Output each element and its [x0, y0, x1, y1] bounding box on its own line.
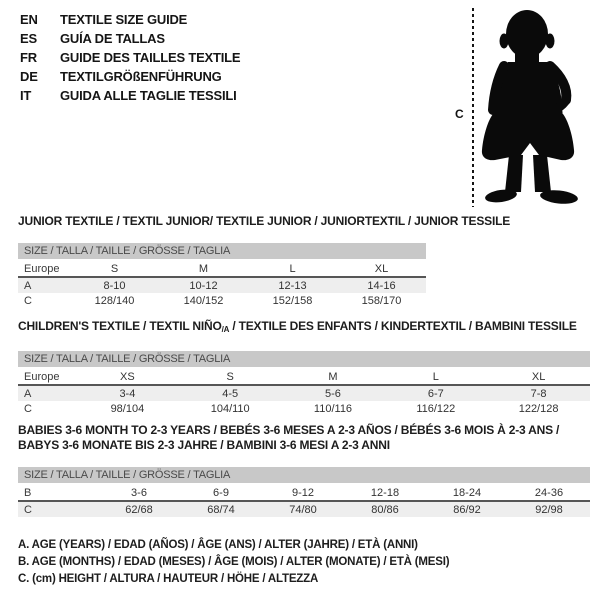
lang-title: TEXTILGRÖßENFÜHRUNG	[60, 69, 222, 84]
table-cell: 12-18	[344, 484, 426, 501]
lang-title: GUÍA DE TALLAS	[60, 31, 165, 46]
lang-row-en	[20, 10, 240, 29]
lang-code: IT	[20, 88, 32, 103]
row-label-cell: B	[18, 484, 98, 501]
row-label-cell: Europe	[18, 368, 76, 385]
table-row	[18, 401, 590, 416]
table-cell: 128/140	[94, 294, 135, 307]
children-size-table	[18, 351, 590, 416]
table-cell: 152/158	[272, 294, 313, 307]
height-measure-label: C	[455, 107, 464, 121]
table-cell: M	[159, 260, 248, 277]
lang-code: ES	[20, 31, 37, 46]
table-row	[18, 368, 590, 385]
lang-code: EN	[20, 12, 38, 27]
table-cell: 6-7	[384, 385, 487, 401]
table-cell: 3-6	[98, 484, 180, 501]
size-table	[18, 243, 426, 308]
row-label-cell: C	[24, 402, 32, 415]
table-cell: 9-12	[262, 484, 344, 501]
table-row	[18, 293, 426, 308]
table-cell: 4-5	[179, 385, 282, 401]
lang-title: TEXTILE SIZE GUIDE	[60, 12, 188, 27]
size-header-row	[18, 467, 590, 484]
size-header-cell: SIZE / TALLA / TAILLE / GRÖSSE / TAGLIA	[18, 467, 590, 484]
table-cell: 74/80	[262, 501, 344, 517]
table-cell: 5-6	[282, 385, 385, 401]
row-label-cell: C	[18, 501, 98, 517]
section-junior-textile	[18, 214, 511, 308]
title-segment: CHILDREN'S TEXTILE / TEXTIL NIÑO	[18, 319, 222, 333]
table-row	[18, 260, 426, 277]
table-cell: XS	[76, 368, 179, 385]
table-cell: 80/86	[344, 501, 426, 517]
title-line-2: BABYS 3-6 MONATE BIS 2-3 JAHRE / BAMBINI 3-6 MESI A 2-3 ANNI	[18, 438, 390, 452]
table-row	[18, 277, 426, 293]
table-cell: S	[179, 368, 282, 385]
table-cell: 86/92	[426, 501, 508, 517]
table-cell: 62/68	[98, 501, 180, 517]
table-cell: M	[282, 368, 385, 385]
table-cell: L	[248, 260, 337, 277]
lang-row-it	[20, 86, 240, 105]
table-cell: L	[384, 368, 487, 385]
table-cell: 68/74	[180, 501, 262, 517]
size-header-cell: SIZE / TALLA / TAILLE / GRÖSSE / TAGLIA	[18, 351, 590, 368]
row-label-cell: Europe	[18, 260, 70, 277]
table-cell: 158/170	[361, 294, 402, 307]
table-cell: 122/128	[518, 402, 559, 415]
row-label-cell: A	[18, 385, 76, 401]
table-cell: 110/116	[313, 402, 353, 415]
legend-notes	[18, 537, 449, 588]
size-header-cell: SIZE / TALLA / TAILLE / GRÖSSE / TAGLIA	[18, 243, 426, 260]
size-table	[18, 467, 590, 517]
section-children-textile	[18, 320, 590, 416]
table-cell: 8-10	[70, 277, 159, 293]
table-cell: 92/98	[508, 501, 590, 517]
section-babies-textile	[18, 423, 590, 517]
row-label-cell: C	[24, 294, 32, 307]
note-age-years: A. AGE (YEARS) / EDAD (AÑOS) / ÂGE (ANS) / ALTER (JAHRE) / ETÀ (ANNI)	[18, 539, 418, 551]
table-cell: 6-9	[180, 484, 262, 501]
section-title-junior: JUNIOR TEXTILE / TEXTIL JUNIOR/ TEXTILE JUNIOR / JUNIORTEXTIL / JUNIOR TESSILE	[18, 214, 511, 228]
size-header-row	[18, 243, 426, 260]
note-age-months: B. AGE (MONTHS) / EDAD (MESES) / ÂGE (MOIS) / ALTER (MONATE) / ETÀ (MESI)	[18, 556, 450, 568]
junior-size-table	[18, 243, 426, 308]
table-cell: XL	[337, 260, 426, 277]
lang-code: FR	[20, 50, 37, 65]
table-cell: 10-12	[159, 277, 248, 293]
table-cell: 98/104	[110, 402, 145, 415]
height-measure-dashed-line	[472, 8, 474, 207]
lang-row-es	[20, 29, 240, 48]
table-row	[18, 501, 590, 517]
row-label-cell: A	[18, 277, 70, 293]
table-cell: 104/110	[210, 402, 250, 415]
table-cell: 140/152	[183, 294, 224, 307]
table-cell: 14-16	[337, 277, 426, 293]
table-row	[18, 484, 590, 501]
babies-size-table	[18, 467, 590, 517]
section-title-children	[18, 320, 590, 336]
baby-silhouette-icon	[478, 8, 598, 208]
title-subscript: /A	[221, 325, 230, 334]
language-title-list	[20, 10, 240, 105]
table-cell: 12-13	[248, 277, 337, 293]
table-cell: 18-24	[426, 484, 508, 501]
table-cell: 116/122	[416, 402, 456, 415]
lang-row-de	[20, 67, 240, 86]
lang-row-fr	[20, 48, 240, 67]
lang-title: GUIDA ALLE TAGLIE TESSILI	[60, 88, 237, 103]
table-cell: 7-8	[487, 385, 590, 401]
title-segment: / TEXTILE DES ENFANTS / KINDERTEXTIL / BAMBINI TESSILE	[229, 319, 577, 333]
size-header-row	[18, 351, 590, 368]
table-cell: 24-36	[508, 484, 590, 501]
lang-title: GUIDE DES TAILLES TEXTILE	[60, 50, 241, 65]
table-cell: 3-4	[76, 385, 179, 401]
table-cell: XL	[487, 368, 590, 385]
table-row	[18, 385, 590, 401]
note-height-cm: C. (cm) HEIGHT / ALTURA / HAUTEUR / HÖHE / ALTEZZA	[18, 573, 319, 585]
lang-code: DE	[20, 69, 38, 84]
table-cell: S	[70, 260, 159, 277]
size-table	[18, 351, 590, 416]
title-line-1: BABIES 3-6 MONTH TO 2-3 YEARS / BEBÉS 3-6 MESES A 2-3 AÑOS / BÉBÉS 3-6 MOIS À 2-3 ANS /	[18, 423, 560, 437]
section-title-babies	[18, 423, 590, 453]
